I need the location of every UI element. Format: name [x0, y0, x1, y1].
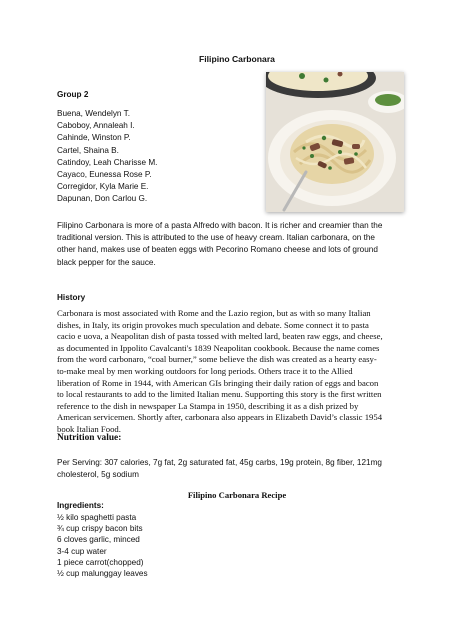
member-name: Buena, Wendelyn T.: [57, 109, 130, 118]
history-line: American servicemen. Shortly after, carbonara also appears in Elizabeth David’s classic 1954: [57, 412, 383, 423]
ingredient-item: 6 cloves garlic, minced: [57, 535, 140, 545]
intro-line: black pepper for the sauce.: [57, 257, 156, 267]
history-line: cacio e uova, a Neapolitan dish of pasta tossed with melted lard, beaten raw eggs, and cheese,: [57, 331, 383, 342]
member-name: Cartel, Shaina B.: [57, 145, 119, 155]
ingredient-item: ¾ cup crispy bacon bits: [57, 524, 143, 534]
group-heading: Group 2: [57, 90, 89, 99]
history-line: dishes, in Italy, its origin provokes much speculation and debate. Some connect it to pasta: [57, 319, 369, 330]
intro-line: traditional version. This is attributed to the use of heavy cream. Italian carbonara, on the: [57, 233, 375, 243]
intro-line: Filipino Carbonara is more of a pasta Alfredo with bacon. It is richer and creamier than the: [57, 221, 383, 230]
recipe-title: Filipino Carbonara Recipe: [187, 490, 287, 500]
carbonara-photo: [266, 72, 404, 212]
ingredient-list: [57, 512, 148, 579]
history-line: to local restaurants to add to the limited Italian menu. Supporting this story is the first written: [57, 389, 382, 400]
history-line: from the word carbonaro, “coal burner,” some believe the dish was created as a hearty easy-: [57, 354, 377, 365]
history-line: reference to the dish in newspaper La Stampa in 1950, describing it as a dish prized by: [57, 400, 359, 411]
member-name: Catindoy, Leah Charisse M.: [57, 157, 158, 167]
member-list: [57, 108, 157, 206]
history-line: book Italian Food.: [57, 423, 121, 434]
ingredients-heading: Ingredients:: [57, 501, 104, 510]
ingredient-item: ½ cup malunggay leaves: [57, 569, 148, 579]
history-heading: History: [57, 293, 86, 302]
member-name: Cayaco, Eunessa Rose P.: [57, 170, 152, 180]
nutrition-line: cholesterol, 5g sodium: [57, 470, 139, 480]
history-line: to-make meal by men working outdoors for long periods. Others trace it to the Allied: [57, 365, 353, 376]
ingredient-item: 3-4 cup water: [57, 546, 107, 556]
member-name: Caboboy, Annaleah I.: [57, 121, 135, 131]
ingredient-item: ½ kilo spaghetti pasta: [57, 513, 137, 522]
nutrition-paragraph: [57, 457, 421, 481]
carbonara-plate-illustration: [266, 72, 404, 212]
member-name: Dapunan, Don Carlou G.: [57, 194, 148, 204]
history-line: liberation of Rome in 1944, with American GIs bringing their daily ration of eggs and bacon: [57, 377, 379, 388]
member-name: Corregidor, Kyla Marie E.: [57, 182, 149, 192]
document-title: Filipino Carbonara: [199, 54, 275, 64]
nutrition-line: Per Serving: 307 calories, 7g fat, 2g saturated fat, 45g carbs, 19g protein, 8g fiber, 121mg: [57, 458, 382, 467]
member-name: Cahinde, Winston P.: [57, 133, 131, 143]
intro-paragraph: [57, 220, 421, 269]
history-line: Carbonara is most associated with Rome and the Lazio region, but as with so many Italian: [57, 308, 371, 318]
intro-line: other hand, makes use of beaten eggs with Pecorino Romano cheese and lots of ground: [57, 245, 378, 255]
history-line: as documented in Ippolito Cavalcanti's 1839 Neapolitan cookbook. Because the name comes: [57, 342, 380, 353]
nutrition-heading: Nutrition value:: [57, 433, 122, 443]
history-paragraph: [57, 308, 419, 436]
ingredient-item: 1 piece carrot(chopped): [57, 557, 144, 567]
